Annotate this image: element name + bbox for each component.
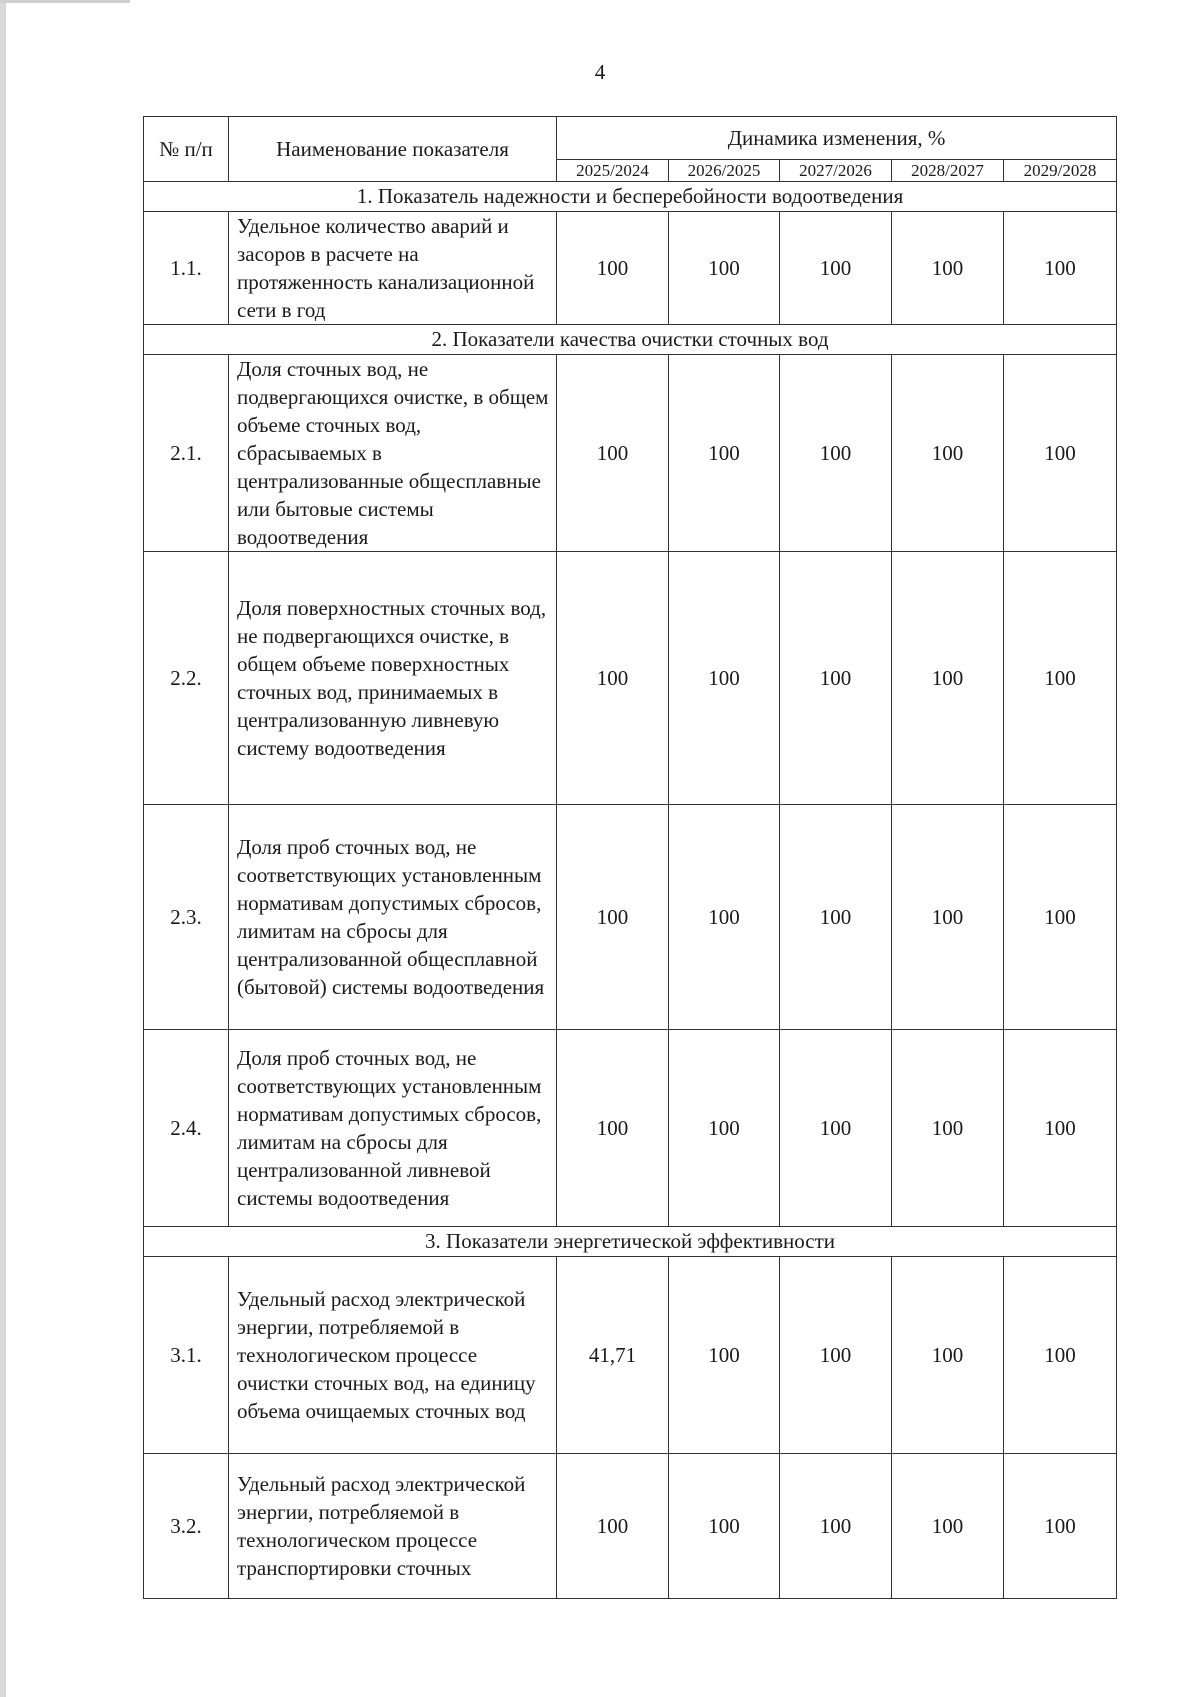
value-cell: 100 [1004, 805, 1117, 1030]
value-cell: 41,71 [557, 1257, 669, 1454]
row-number: 2.1. [144, 355, 229, 552]
year-header: 2026/2025 [669, 160, 780, 182]
section-row [144, 325, 1117, 355]
value-cell: 100 [1004, 1454, 1117, 1599]
value-cell: 100 [892, 552, 1004, 805]
section-title: 3. Показатели энергетической эффективности [144, 1227, 1117, 1257]
year-header: 2028/2027 [892, 160, 1004, 182]
table-row [144, 805, 1117, 1030]
header-row [144, 117, 1117, 160]
value-cell: 100 [557, 212, 669, 325]
table-row [144, 212, 1117, 325]
value-cell: 100 [892, 1030, 1004, 1227]
col-name-header: Наименование показателя [229, 117, 557, 182]
indicator-name: Удельный расход электрической энергии, потребляемой в технологическом процессе транспортировки сточных [229, 1454, 557, 1599]
value-cell: 100 [669, 355, 780, 552]
indicator-name: Доля сточных вод, не подвергающихся очистке, в общем объеме сточных вод, сбрасываемых в централизованные общесплавные или бытовые системы водоотведения [229, 355, 557, 552]
value-cell: 100 [892, 212, 1004, 325]
section-row [144, 182, 1117, 212]
section-title: 2. Показатели качества очистки сточных вод [144, 325, 1117, 355]
value-cell: 100 [780, 805, 892, 1030]
year-header: 2025/2024 [557, 160, 669, 182]
value-cell: 100 [1004, 1257, 1117, 1454]
value-cell: 100 [1004, 552, 1117, 805]
indicators-table [143, 116, 1117, 1599]
value-cell: 100 [557, 355, 669, 552]
value-cell: 100 [669, 1257, 780, 1454]
row-number: 1.1. [144, 212, 229, 325]
row-number: 2.4. [144, 1030, 229, 1227]
value-cell: 100 [669, 212, 780, 325]
value-cell: 100 [780, 355, 892, 552]
year-header: 2027/2026 [780, 160, 892, 182]
section-title: 1. Показатель надежности и бесперебойности водоотведения [144, 182, 1117, 212]
value-cell: 100 [557, 1030, 669, 1227]
value-cell: 100 [780, 1030, 892, 1227]
table-row [144, 552, 1117, 805]
indicator-name: Доля проб сточных вод, не соответствующих установленным нормативам допустимых сбросов, лимитам на сбросы для централизованной ливневой системы водоотведения [229, 1030, 557, 1227]
value-cell: 100 [892, 1257, 1004, 1454]
table-row [144, 355, 1117, 552]
col-num-header: № п/п [144, 117, 229, 182]
value-cell: 100 [669, 1454, 780, 1599]
indicator-name: Доля поверхностных сточных вод, не подвергающихся очистке, в общем объеме поверхностных сточных вод, принимаемых в централизованную ливневую систему водоотведения [229, 552, 557, 805]
value-cell: 100 [669, 1030, 780, 1227]
value-cell: 100 [1004, 355, 1117, 552]
row-number: 2.2. [144, 552, 229, 805]
value-cell: 100 [892, 805, 1004, 1030]
value-cell: 100 [780, 552, 892, 805]
value-cell: 100 [1004, 1030, 1117, 1227]
table-row [144, 1257, 1117, 1454]
value-cell: 100 [1004, 212, 1117, 325]
value-cell: 100 [892, 355, 1004, 552]
value-cell: 100 [669, 552, 780, 805]
indicator-name: Удельное количество аварий и засоров в расчете на протяженность канализационной сети в год [229, 212, 557, 325]
value-cell: 100 [780, 1257, 892, 1454]
page-number: 4 [594, 60, 606, 84]
value-cell: 100 [557, 805, 669, 1030]
value-cell: 100 [669, 805, 780, 1030]
table-row [144, 1454, 1117, 1599]
value-cell: 100 [557, 1454, 669, 1599]
value-cell: 100 [780, 212, 892, 325]
indicator-name: Доля проб сточных вод, не соответствующих установленным нормативам допустимых сбросов, лимитам на сбросы для централизованной общесплавной (бытовой) системы водоотведения [229, 805, 557, 1030]
scan-page-edge-top [0, 0, 130, 3]
value-cell: 100 [892, 1454, 1004, 1599]
value-cell: 100 [557, 552, 669, 805]
scan-page-edge [0, 0, 6, 1697]
year-header: 2029/2028 [1004, 160, 1117, 182]
value-cell: 100 [780, 1454, 892, 1599]
table-row [144, 1030, 1117, 1227]
row-number: 2.3. [144, 805, 229, 1030]
section-row [144, 1227, 1117, 1257]
indicator-name: Удельный расход электрической энергии, потребляемой в технологическом процессе очистки сточных вод, на единицу объема очищаемых сточных вод [229, 1257, 557, 1454]
row-number: 3.1. [144, 1257, 229, 1454]
dynamics-header: Динамика изменения, % [557, 117, 1117, 160]
row-number: 3.2. [144, 1454, 229, 1599]
